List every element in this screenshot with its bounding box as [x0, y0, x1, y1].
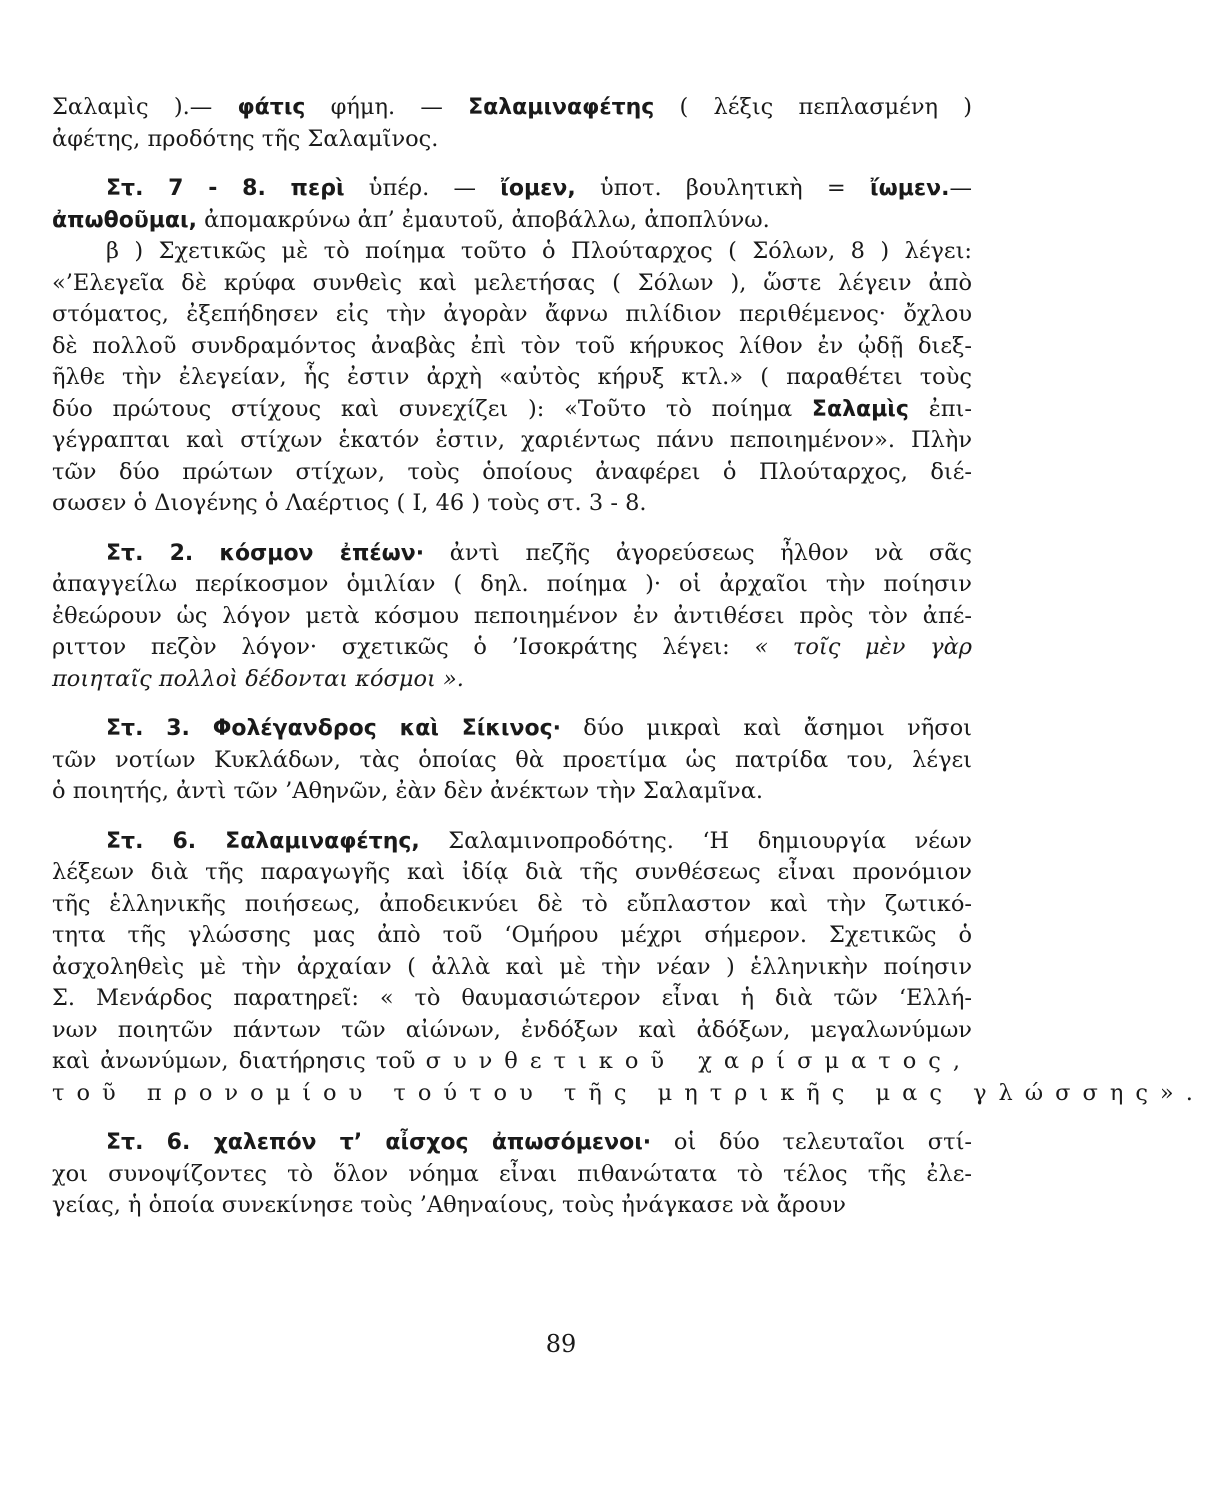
text-line	[52, 236, 972, 268]
text-line	[52, 173, 972, 205]
text-line	[52, 205, 972, 237]
text-segment: ριττον πεζὸν λόγον· σχετικῶς ὁ ’Ισοκράτης λέγει:	[52, 634, 755, 660]
text-line	[52, 425, 972, 457]
text-line	[52, 745, 972, 777]
text-segment: καὶ ἀνωνύμων, διατήρησις τοῦ	[52, 1048, 426, 1074]
text-segment: «’Ελεγεῖα δὲ κρύφα συνθεὶς καὶ μελετήσας ( Σόλων ), ὥστε λέγειν ἀπὸ	[52, 269, 972, 296]
bold-term: Στ. 6. χαλεπόν τ’ αἶσχος ἀπωσόμενοι·	[106, 1130, 652, 1155]
text-segment: ( λέξις πεπλασμένη )	[654, 94, 972, 120]
text-segment: ἀντὶ πεζῆς ἀγορεύσεως ἦλθον νὰ σᾶς	[424, 539, 973, 566]
commentary-text	[52, 92, 1205, 1222]
bold-term: Στ. 3. Φολέγανδρος καὶ Σίκινος·	[106, 716, 562, 741]
text-line	[52, 488, 972, 520]
text-segment: ῆλθε τὴν ἐλεγείαν, ἧς ἐστιν ἀρχὴ «αὐτὸς κήρυξ κτλ.» ( παραθέτει τοὺς	[52, 364, 972, 390]
page-number: 89	[545, 1330, 577, 1358]
text-line	[52, 920, 972, 952]
text-segment: στόματος, ἐξεπήδησεν εἰς τὴν ἀγορὰν ἄφνω πιλίδιον περιθέμενος· ὄχλου	[52, 301, 972, 327]
text-segment: χοι συνοψίζοντες τὸ ὅλον νόημα εἶναι πιθανώτατα τὸ τέλος τῆς ἐλε-	[52, 1160, 972, 1187]
text-line	[52, 983, 972, 1015]
text-line	[52, 1078, 1205, 1110]
text-segment: —	[949, 175, 972, 201]
text-line	[52, 1159, 972, 1191]
bold-term: Στ. 7 - 8. περὶ	[106, 176, 345, 201]
text-line	[52, 713, 972, 745]
bold-term: ἀπωθοῦμαι,	[52, 207, 197, 233]
text-line	[52, 362, 972, 394]
italic-quote: ποιηταῖς πολλοὶ δέδονται κόσμοι ».	[52, 665, 464, 692]
text-segment: τῶν δύο πρώτων στίχων, τοὺς ὁποίους ἀναφέρει ὁ Πλούταρχος, διέ-	[52, 458, 972, 485]
text-line	[52, 664, 972, 696]
text-segment: τητα τῆς γλώσσης μας ἀπὸ τοῦ ‘Ομήρου μέχρι σήμερον. Σχετικῶς ὁ	[52, 922, 972, 948]
text-line	[52, 601, 972, 633]
text-segment: ἀσχοληθεὶς μὲ τὴν ἀρχαίαν ( ἀλλὰ καὶ μὲ τὴν νέαν ) ἑλληνικὴν ποίησιν	[52, 953, 972, 980]
text-line	[52, 124, 972, 156]
text-line	[52, 952, 972, 984]
text-segment: ἐθεώρουν ὡς λόγον μετὰ κόσμου πεποιημένον ἐν ἀντιθέσει πρὸς τὸν ἀπέ-	[52, 602, 972, 629]
spaced-text: τοῦ προνομίου τούτου τῆς μητρικῆς μας γλώσσης».	[52, 1079, 1205, 1106]
spaced-text: συνθετικοῦ χαρίσματος,	[425, 1048, 972, 1074]
text-segment: ὁ ποιητής, ἀντὶ τῶν ’Αθηνῶν, ἐὰν δὲν ἀνέκτων τὴν Σαλαμῖνα.	[52, 778, 764, 804]
bold-term: Στ. 2. κόσμον ἐπέων·	[106, 540, 425, 566]
text-segment: λέξεων διὰ τῆς παραγωγῆς καὶ ἰδίᾳ διὰ τῆς συνθέσεως εἶναι προνόμιον	[52, 859, 972, 885]
text-segment: ὑποτ. βουλητικὴ =	[575, 175, 871, 201]
text-segment: ἀπομακρύνω ἀπ’ ἐμαυτοῦ, ἀποβάλλω, ἀποπλύνω.	[196, 206, 770, 233]
text-line	[52, 569, 972, 601]
text-segment: τῶν νοτίων Κυκλάδων, τὰς ὁποίας θὰ προετίμα ὡς πατρίδα του, λέγει	[52, 746, 972, 773]
text-line	[52, 857, 972, 889]
text-segment: ἀφέτης, προδότης τῆς Σαλαμῖνος.	[52, 125, 439, 152]
bold-term: ἴωμεν.	[870, 176, 950, 201]
text-line	[52, 331, 972, 363]
text-segment: γέγραπται καὶ στίχων ἑκατόν ἐστιν, χαριέντως πάνυ πεποιημένον». Πλὴν	[52, 427, 972, 453]
text-segment: δὲ πολλοῦ συνδραμόντος ἀναβὰς ἐπὶ τὸν τοῦ κήρυκος λίθον ἐν ᾠδῇ διεξ-	[52, 332, 972, 359]
text-line	[52, 1190, 972, 1222]
text-segment: Σαλαμὶς ).—	[52, 94, 238, 120]
text-segment: δύο πρώτους στίχους καὶ συνεχίζει ): «Τοῦτο τὸ ποίημα	[52, 395, 812, 422]
text-line	[52, 826, 972, 858]
text-segment: νων ποιητῶν πάντων τῶν αἰώνων, ἐνδόξων καὶ ἀδόξων, μεγαλωνύμων	[52, 1016, 972, 1043]
text-segment: ἐπι-	[908, 395, 972, 422]
text-line	[52, 299, 972, 331]
text-line	[52, 538, 972, 570]
bold-term: Σαλαμὶς	[811, 396, 909, 422]
text-segment: δύο μικραὶ καὶ ἄσημοι νῆσοι	[561, 715, 972, 741]
text-line	[52, 394, 972, 426]
text-line	[52, 457, 972, 489]
text-segment: γείας, ἡ ὁποία συνεκίνησε τοὺς ’Αθηναίους, τοὺς ἠνάγκασε νὰ ἄρουν	[52, 1192, 846, 1218]
bold-term: Στ. 6. Σαλαμιναφέτης,	[106, 828, 420, 854]
text-line	[52, 268, 972, 300]
text-segment: σωσεν ὁ Διογένης ὁ Λαέρτιος ( Ι, 46 ) τοὺς στ. 3 - 8.	[52, 490, 647, 516]
text-line	[52, 776, 972, 808]
text-segment: Σ. Μενάρδος παρατηρεῖ: « τὸ θαυμασιώτερον εἶναι ἡ διὰ τῶν ‘Ελλή-	[52, 985, 972, 1011]
text-line	[52, 632, 972, 664]
text-line	[52, 1046, 972, 1078]
italic-quote: « τοῖς μὲν γὰρ	[754, 634, 972, 660]
text-segment: ἀπαγγείλω περίκοσμον ὁμιλίαν ( δηλ. ποίημα )· οἱ ἀρχαῖοι τὴν ποίησιν	[52, 571, 972, 597]
text-line	[52, 1127, 972, 1159]
bold-term: φάτις	[237, 95, 306, 120]
text-segment: β ) Σχετικῶς μὲ τὸ ποίημα τοῦτο ὁ Πλούταρχος ( Σόλων, 8 ) λέγει:	[106, 238, 972, 264]
text-line	[52, 889, 972, 921]
text-segment: Σαλαμινοπροδότης. ‘Η δημιουργία νέων	[419, 827, 972, 854]
text-segment: φήμη. —	[305, 94, 469, 120]
text-line	[52, 1015, 972, 1047]
text-segment: ὑπέρ. —	[344, 175, 501, 201]
bold-term: ἴομεν,	[500, 176, 576, 201]
text-segment: τῆς ἑλληνικῆς ποιήσεως, ἀποδεικνύει δὲ τὸ εὔπλαστον καὶ τὴν ζωτικό-	[52, 890, 972, 917]
bold-term: Σαλαμιναφέτης	[468, 95, 655, 120]
text-line	[52, 92, 972, 124]
text-segment: οἱ δύο τελευταῖοι στί-	[651, 1129, 972, 1155]
